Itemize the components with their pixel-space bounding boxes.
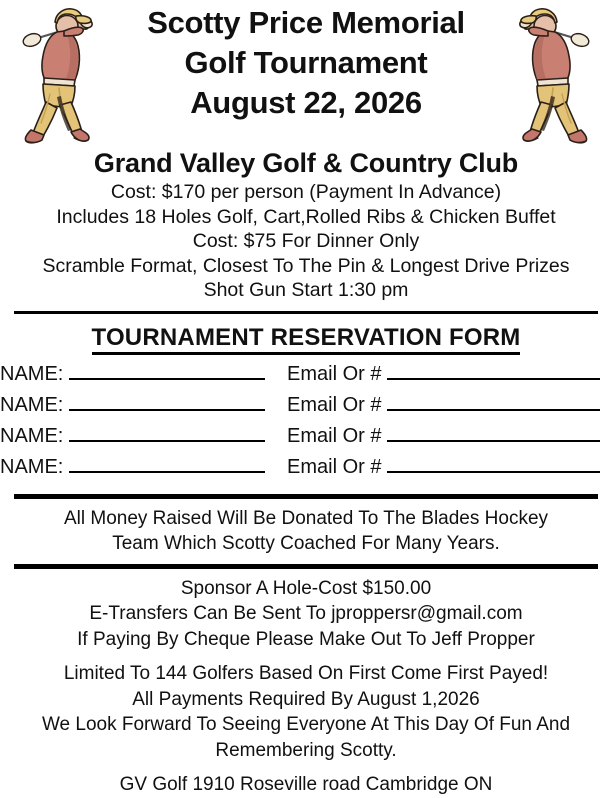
donation-line-2: Team Which Scotty Coached For Many Years. xyxy=(112,532,500,554)
etransfer-info: E-Transfers Can Be Sent To jproppersr@gmail.com xyxy=(89,603,523,624)
reservation-row xyxy=(0,423,612,454)
name-input-2[interactable] xyxy=(69,392,265,411)
email-input-1[interactable] xyxy=(387,361,600,380)
closing-line-1: We Look Forward To Seeing Everyone At This Day Of Fun And xyxy=(41,714,571,735)
reservation-row xyxy=(0,454,612,485)
name-label: NAME: xyxy=(0,455,64,478)
email-field-4[interactable] xyxy=(287,454,606,480)
name-field-3[interactable] xyxy=(0,423,287,449)
header-band xyxy=(0,0,612,145)
detail-line-dinner-only: Cost: $75 For Dinner Only xyxy=(192,230,420,252)
email-input-4[interactable] xyxy=(387,454,600,473)
title-line-3: August 22, 2026 xyxy=(190,85,422,120)
reservation-row xyxy=(0,361,612,392)
reservation-rows xyxy=(0,361,612,485)
divider-above-form xyxy=(14,311,598,314)
donation-line-1: All Money Raised Will Be Donated To The Blades Hockey xyxy=(63,507,549,529)
email-input-2[interactable] xyxy=(387,392,600,411)
name-label: NAME: xyxy=(0,424,64,447)
limit-info: Limited To 144 Golfers Based On First Come First Payed! xyxy=(63,663,549,684)
page-title xyxy=(118,0,494,123)
payment-deadline: All Payments Required By August 1,2026 xyxy=(132,688,480,710)
sponsor-hole-cost: Sponsor A Hole-Cost $150.00 xyxy=(180,577,432,599)
donation-note xyxy=(0,506,612,556)
golfer-swing-icon xyxy=(12,2,122,147)
detail-line-format: Scramble Format, Closest To The Pin & Longest Drive Prizes xyxy=(42,254,570,277)
name-input-4[interactable] xyxy=(69,454,265,473)
detail-line-cost-per-person: Cost: $170 per person (Payment In Advance) xyxy=(110,181,502,203)
detail-line-start-time: Shot Gun Start 1:30 pm xyxy=(203,279,409,301)
divider-below-form xyxy=(14,494,598,499)
title-line-1: Scotty Price Memorial xyxy=(147,5,465,40)
form-heading-text: TOURNAMENT RESERVATION FORM xyxy=(92,324,521,355)
email-field-3[interactable] xyxy=(287,423,606,449)
name-label: NAME: xyxy=(0,362,64,385)
detail-line-includes: Includes 18 Holes Golf, Cart,Rolled Ribs & Chicken Buffet xyxy=(56,205,556,228)
closing-line-2: Remembering Scotty. xyxy=(215,739,397,761)
email-label: Email Or # xyxy=(287,424,382,447)
name-field-1[interactable] xyxy=(0,361,287,387)
name-field-4[interactable] xyxy=(0,454,287,480)
email-label: Email Or # xyxy=(287,362,382,385)
event-details xyxy=(0,180,612,303)
closing-info xyxy=(0,661,612,798)
form-heading xyxy=(0,323,612,353)
venue-address: GV Golf 1910 Roseville road Cambridge ON xyxy=(119,774,493,795)
name-label: NAME: xyxy=(0,393,64,416)
venue-name: Grand Valley Golf & Country Club xyxy=(93,148,519,178)
reservation-row xyxy=(0,392,612,423)
cheque-info: If Paying By Cheque Please Make Out To Jeff Propper xyxy=(77,628,535,650)
email-field-2[interactable] xyxy=(287,392,606,418)
name-field-2[interactable] xyxy=(0,392,287,418)
email-label: Email Or # xyxy=(287,393,382,416)
sponsor-payment-info xyxy=(0,576,612,653)
email-field-1[interactable] xyxy=(287,361,606,387)
email-input-3[interactable] xyxy=(387,423,600,442)
name-input-1[interactable] xyxy=(69,361,265,380)
title-line-2: Golf Tournament xyxy=(184,45,428,80)
golfer-swing-icon xyxy=(490,2,600,147)
name-input-3[interactable] xyxy=(69,423,265,442)
divider-below-donation xyxy=(14,564,598,569)
email-label: Email Or # xyxy=(287,455,382,478)
